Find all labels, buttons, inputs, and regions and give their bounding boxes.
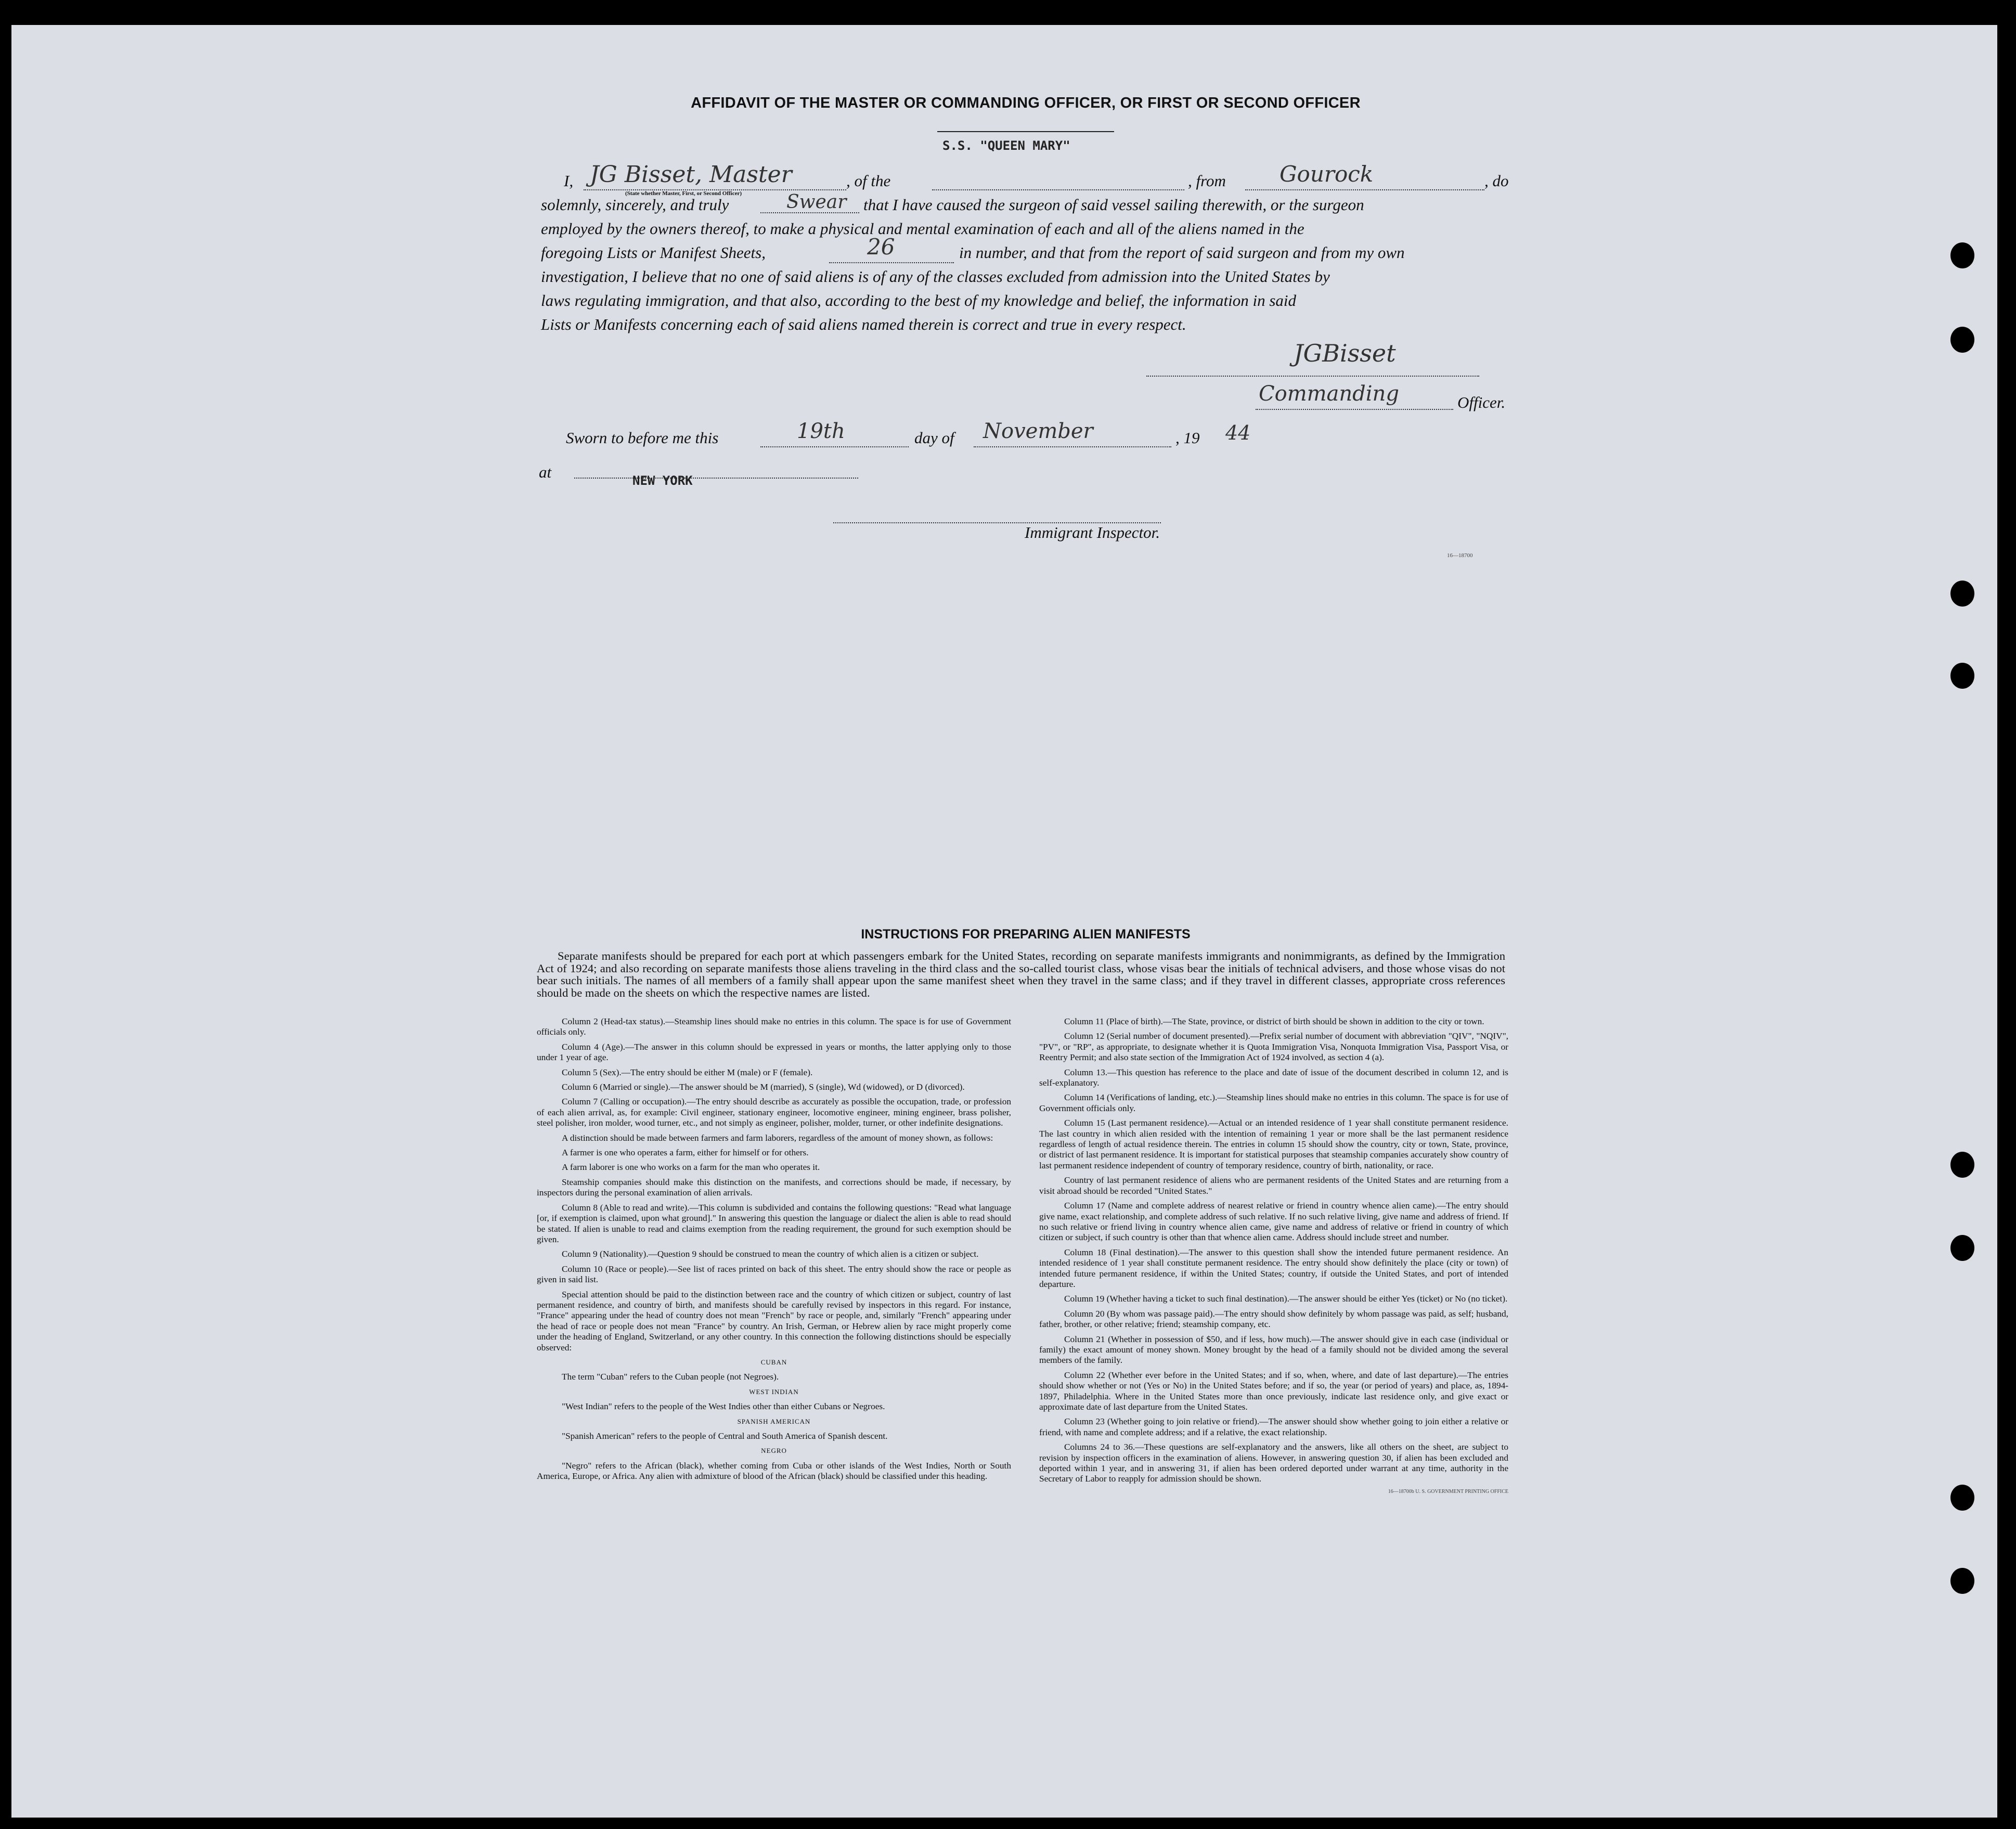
- instructions-right-column: [1039, 1016, 1508, 1497]
- inspector-label: Immigrant Inspector.: [1025, 523, 1160, 542]
- document-page: [11, 25, 1997, 1818]
- oath-handwritten: Swear: [786, 191, 847, 213]
- sworn-day-handwritten: 19th: [797, 419, 845, 443]
- rank-handwritten: Commanding: [1259, 382, 1399, 406]
- at-label: at: [539, 463, 552, 481]
- binder-hole: [1950, 1152, 1974, 1178]
- port-underline: [1245, 189, 1484, 190]
- instruction-paragraph: Column 15 (Last permanent residence).—Actual or an intended residence of 1 year shall constitute permanent residence. The last country in which alien resided with the intention of remaining 1 year or more shall be the last permanent residence regardless of length of actual residence therein. The entries in column 15 should show the country, city or town, State, province, or district of last permanent residence. It is important for statistical purposes that steamship companies accurately show country of last permanent residence independent of country of temporary residence, country of birth, nationality, or race.: [1039, 1118, 1508, 1170]
- signer-name-handwritten: JG Bisset, Master: [590, 161, 792, 188]
- i-label: I,: [564, 172, 574, 190]
- instruction-paragraph: Steamship companies should make this distinction on the manifests, and corrections should be made, if necessary, by inspectors during the personal examination of alien arrivals.: [537, 1177, 1011, 1198]
- binder-hole: [1950, 1235, 1974, 1261]
- affidavit-line-3: employed by the owners thereof, to make a physical and mental examination of each and all of the aliens named in the: [541, 220, 1304, 238]
- year-prefix: , 19: [1175, 429, 1200, 447]
- affidavit-line-2a: solemnly, sincerely, and truly: [541, 196, 729, 214]
- affidavit-line-4a: foregoing Lists or Manifest Sheets,: [541, 243, 766, 262]
- instruction-paragraph: Column 21 (Whether in possession of $50, and if less, how much).—The answer should give in each case (individual or family) the exact amount of money shown. Money brought by the head of a family should not be divided among the several members of the family.: [1039, 1334, 1508, 1366]
- oath-underline: [760, 212, 859, 213]
- instruction-paragraph: Column 2 (Head-tax status).—Steamship lines should make no entries in this column. The space is for use of Government officials only.: [537, 1016, 1011, 1037]
- role-hint: (State whether Master, First, or Second Officer): [625, 190, 742, 197]
- printing-office-footer: 16—18700b U. S. GOVERNMENT PRINTING OFFICE: [1388, 1488, 1508, 1495]
- sheet-count-underline: [829, 262, 954, 263]
- instruction-paragraph: Column 12 (Serial number of document presented).—Prefix serial number of document with abbreviation "QIV", "NQIV", "PV", or "RP", as appropriate, to designate whether it is Quota Immigration Visa, Nonquota Immigration Visa, Passport Visa, or Reentry Permit; and also state section of the Immigration Act of 1924 involved, as section 4 (a).: [1039, 1031, 1508, 1063]
- instruction-paragraph: Column 20 (By whom was passage paid).—The entry should show definitely by whom passage was paid, as self; husband, father, brother, or other relative; friend; steamship company, etc.: [1039, 1308, 1508, 1330]
- instruction-paragraph: Column 17 (Name and complete address of nearest relative or friend in country whence alien came).—The entry should give name, exact relationship, and complete address of such relative. If no such relative living, give name and address of friend. If no such relative or friend living in country whence alien came, give name and address of relative or friend in country of which citizen or subject, if such country is other than that whence alien came. Address should include street and number.: [1039, 1201, 1508, 1243]
- form-number: 16—18700: [1447, 552, 1473, 559]
- instructions-title: INSTRUCTIONS FOR PREPARING ALIEN MANIFESTS: [861, 927, 1191, 942]
- instructions-left-column: [537, 1016, 1011, 1486]
- instruction-paragraph: Column 7 (Calling or occupation).—The entry should describe as accurately as possible the occupation, trade, or profession of each alien arrival, as, for example: Civil engineer, stationary engineer, locomotive engineer, mining engineer, brass polisher, steel polisher, iron molder, wood turner, etc., and not simply as engineer, polisher, molder, turner, or other indefinite designations.: [537, 1097, 1011, 1128]
- master-signature: JGBisset: [1294, 339, 1396, 367]
- instructions-intro: Separate manifests should be prepared for each port at which passengers embark for the United States, recording on separate manifests immigrants and nonimmigrants, as defined by the Immigration Act of 1924; and also recording on separate manifests those aliens traveling in the third class and the so-called tourist class, whose visas bear the initials of technical advisers, and those whose visas do not bear such initials. The names of all members of a family shall appear upon the same manifest sheet when they travel in the same class; and if they travel in different classes, appropriate cross references should be made on the sheets on which the respective names are listed.: [537, 949, 1505, 999]
- departure-port-handwritten: Gourock: [1280, 161, 1374, 187]
- signature-underline: [1146, 376, 1479, 377]
- affidavit-title: AFFIDAVIT OF THE MASTER OR COMMANDING OFFICER, OR FIRST OR SECOND OFFICER: [691, 95, 1361, 111]
- section-heading-cuban: CUBAN: [760, 1358, 787, 1366]
- instruction-paragraph: A farm laborer is one who works on a farm for the man who operates it.: [562, 1162, 820, 1173]
- instruction-paragraph: Columns 24 to 36.—These questions are self-explanatory and the answers, like all others on the sheet, are subject to revision by inspection officers in the examination of aliens. However, in answering question 30, if alien has been excluded and deported within 1 year, and in answering 31, if alien has been ordered deported under warrant at any time, authority in the Secretary of Labor to reapply for admission should be shown.: [1039, 1442, 1508, 1484]
- binder-hole: [1950, 1485, 1974, 1511]
- sheet-count-handwritten: 26: [867, 234, 895, 260]
- instruction-paragraph: Special attention should be paid to the distinction between race and the country of which citizen or subject, country of last permanent residence, and country of birth, and manifests should be carefully revised by inspectors in this regard. For instance, "France" appearing under the head of country does not mean "French" by race or people, and, similarly "French" appearing under the head of race or people does not mean "France" by country. An Irish, German, or Hebrew alien by race might properly come under the heading of England, Switzerland, or any other country. In this connection the following distinctions should be especially observed:: [537, 1289, 1011, 1353]
- affidavit-line-5: investigation, I believe that no one of said aliens is of any of the classes excluded from admission into the United States by: [541, 267, 1330, 286]
- sworn-year-handwritten: 44: [1225, 421, 1251, 444]
- instruction-paragraph: Column 9 (Nationality).—Question 9 should be construed to mean the country of which alien is a citizen or subject.: [562, 1249, 979, 1259]
- affidavit-line-2b: that I have caused the surgeon of said vessel sailing therewith, or the surgeon: [863, 196, 1364, 214]
- place-stamp: NEW YORK: [632, 473, 693, 488]
- instruction-paragraph: Column 4 (Age).—The answer in this column should be expressed in years or months, the latter applying only to those under 1 year of age.: [537, 1041, 1011, 1063]
- instruction-paragraph: "Negro" refers to the African (black), whether coming from Cuba or other islands of the West Indies, North or South America, Europe, or Africa. Any alien with admixture of blood of the African (black) should be classified under this heading.: [537, 1460, 1011, 1482]
- affidavit-line-6: laws regulating immigration, and that also, according to the best of my knowledge and belief, the information in said: [541, 291, 1297, 310]
- instruction-paragraph: "Spanish American" refers to the people of Central and South America of Spanish descent.: [562, 1431, 888, 1441]
- binder-hole: [1950, 327, 1974, 353]
- instruction-paragraph: A farmer is one who operates a farm, either for himself or for others.: [562, 1148, 809, 1158]
- from-label: , from: [1188, 172, 1226, 190]
- place-underline: [574, 478, 858, 479]
- rank-underline: [1256, 409, 1453, 410]
- affidavit-line-7: Lists or Manifests concerning each of said aliens named therein is correct and true in every respect.: [541, 315, 1186, 333]
- instruction-paragraph: The term "Cuban" refers to the Cuban people (not Negroes).: [562, 1372, 779, 1382]
- title-rule: [937, 131, 1114, 132]
- instruction-paragraph: "West Indian" refers to the people of the West Indies other than either Cubans or Negroes.: [562, 1401, 885, 1412]
- instruction-paragraph: Column 11 (Place of birth).—The State, province, or district of birth should be shown in addition to the city or town.: [1064, 1016, 1484, 1026]
- instruction-paragraph: Column 8 (Able to read and write).—This column is subdivided and contains the following questions: "Read what language [or, if exemption is claimed, upon what ground]." In answering this question the language or dialect the alien is able to read should be stated. If alien is unable to read and claims exemption from the reading requirement, the ground for such exemption should be given.: [537, 1202, 1011, 1244]
- day-underline: [760, 446, 909, 447]
- instruction-paragraph: Column 6 (Married or single).—The answer should be M (married), S (single), Wd (widowed), or D (divorced).: [562, 1082, 965, 1092]
- sworn-month-handwritten: November: [983, 419, 1093, 443]
- instruction-paragraph: Column 13.—This question has reference to the place and date of issue of the document described in column 12, and is self-explanatory.: [1039, 1067, 1508, 1088]
- ship-name-stamp: S.S. "QUEEN MARY": [942, 138, 1070, 153]
- sworn-label: Sworn to before me this: [566, 429, 719, 447]
- section-heading-spanish-american: SPANISH AMERICAN: [737, 1417, 811, 1425]
- binder-hole: [1950, 663, 1974, 689]
- instruction-paragraph: Column 10 (Race or people).—See list of races printed on back of this sheet. The entry should show the race or people as given in said list.: [537, 1264, 1011, 1285]
- instruction-paragraph: Column 19 (Whether having a ticket to such final destination).—The answer should be either Yes (ticket) or No (no ticket).: [1064, 1294, 1508, 1304]
- instruction-paragraph: Column 18 (Final destination).—The answer to this question shall show the intended future permanent residence. An intended residence of 1 year shall constitute permanent residence. The entry should show definitely the place (city or town) of intended future permanent residence, if within the United States; country, if outside the United States, and port of intended departure.: [1039, 1247, 1508, 1289]
- binder-hole: [1950, 581, 1974, 607]
- binder-hole: [1950, 1568, 1974, 1594]
- binder-hole: [1950, 242, 1974, 268]
- month-underline: [974, 446, 1171, 447]
- instruction-paragraph: Column 23 (Whether going to join relative or friend).—The answer should show whether going to join either a relative or friend, with name and complete address; and if a relative, the exact relationship.: [1039, 1416, 1508, 1437]
- do-label: , do: [1484, 172, 1509, 190]
- of-the-label: , of the: [846, 172, 891, 190]
- instruction-paragraph: Column 22 (Whether ever before in the United States; and if so, when, where, and date of last departure).—The entries should show whether or not (Yes or No) in the United States before; and if so, the year (or period of years) and place, as, 1894-1897, Philadelphia. Where in the United States more than once previously, indicate last residence only, and give exact or approximate date of last departure from the United States.: [1039, 1370, 1508, 1412]
- section-heading-negro: NEGRO: [761, 1447, 787, 1455]
- day-of-label: day of: [914, 429, 954, 447]
- instruction-paragraph: Column 14 (Verifications of landing, etc.).—Steamship lines should make no entries in this column. The space is for use of Government officials only.: [1039, 1092, 1508, 1113]
- instruction-paragraph: Column 5 (Sex).—The entry should be either M (male) or F (female).: [562, 1067, 813, 1077]
- instruction-paragraph: Country of last permanent residence of aliens who are permanent residents of the United States and are returning from a visit abroad should be recorded "United States.": [1039, 1175, 1508, 1196]
- instruction-paragraph: A distinction should be made between farmers and farm laborers, regardless of the amount of money shown, as follows:: [562, 1132, 993, 1143]
- section-heading-west-indian: WEST INDIAN: [749, 1387, 799, 1396]
- affidavit-line-4b: in number, and that from the report of said surgeon and from my own: [959, 243, 1405, 262]
- officer-label: Officer.: [1457, 393, 1506, 411]
- vessel-underline: [932, 189, 1184, 190]
